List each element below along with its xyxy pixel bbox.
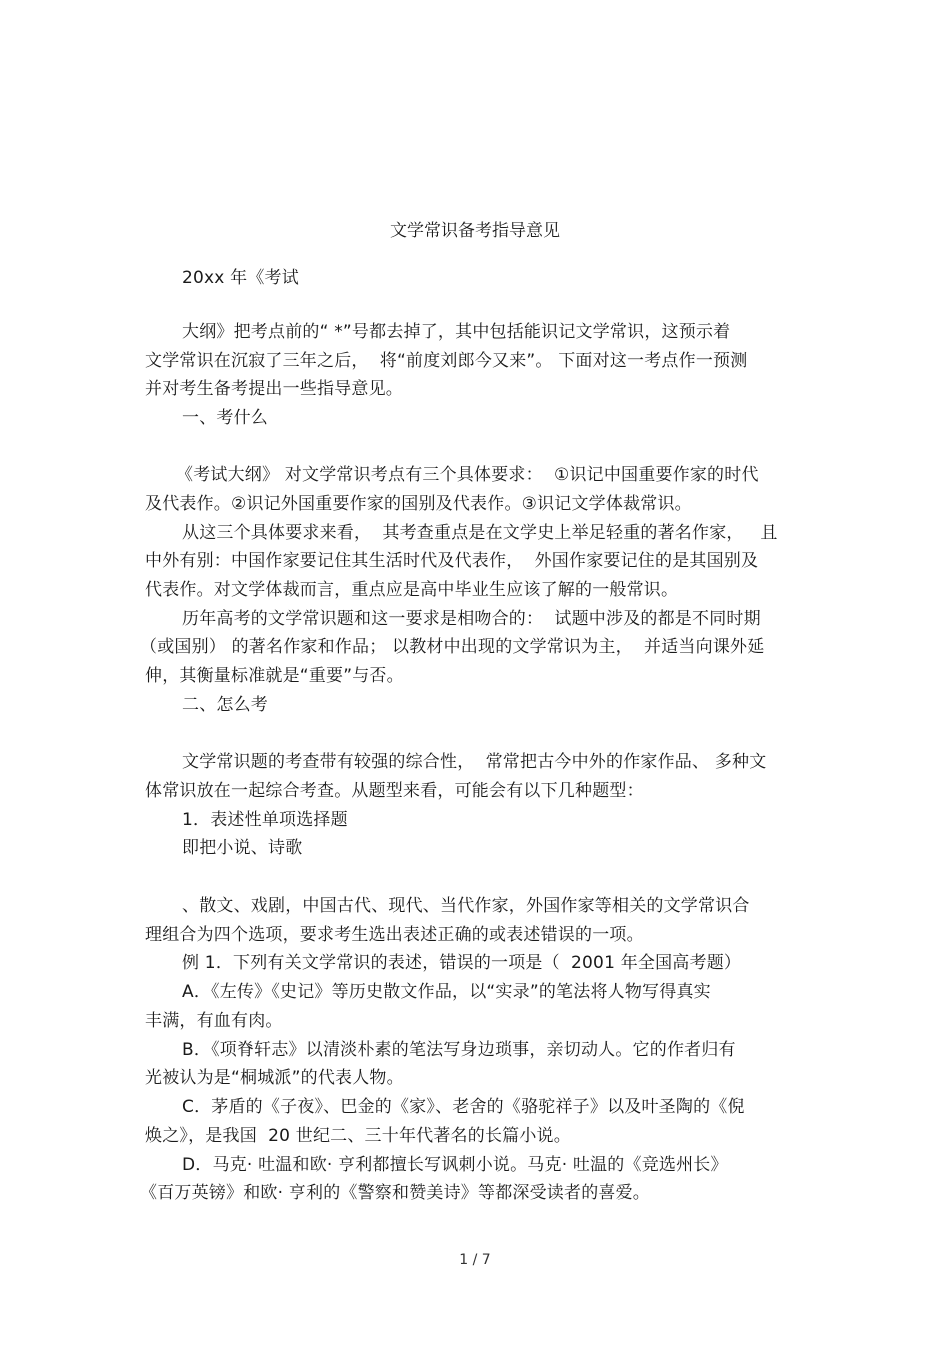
- option-b: B．《项脊轩志》以清淡朴素的笔法写身边琐事，亲切动人。它的作者归有: [182, 1040, 736, 1060]
- text-line: 光被认为是“桐城派”的代表人物。: [145, 1068, 404, 1088]
- text-line: 并对考生备考提出一些指导意见。: [145, 379, 403, 399]
- page-number: 1 / 7: [459, 1252, 491, 1268]
- section-heading: 二、怎么考: [182, 695, 268, 715]
- text-line: 即把小说、诗歌: [182, 838, 303, 858]
- text-line: 《考试大纲》 对文学常识考点有三个具体要求： ①识记中国重要作家的时代: [176, 465, 759, 485]
- text-line: 代表作。对文学体裁而言，重点应是高中毕业生应该了解的一般常识。: [145, 580, 679, 600]
- text-line: 文学常识在沉寂了三年之后， 将“前度刘郎今又来”。 下面对这一考点作一预测: [145, 351, 748, 371]
- text-line: 大纲》把考点前的“ *”号都去掉了，其中包括能识记文学常识，这预示着: [182, 322, 731, 342]
- text-line: 从这三个具体要求来看， 其考查重点是在文学史上举足轻重的著名作家， 且: [182, 523, 778, 543]
- text-line: 历年高考的文学常识题和这一要求是相吻合的： 试题中涉及的都是不同时期: [182, 609, 761, 629]
- option-a: A．《左传》《史记》等历史散文作品，以“实录”的笔法将人物写得真实: [182, 982, 711, 1002]
- text-line: 20xx 年《考试: [182, 268, 299, 288]
- text-line: （或国别） 的著名作家和作品； 以教材中出现的文学常识为主， 并适当向课外延: [140, 637, 765, 657]
- page-title: 文学常识备考指导意见: [390, 221, 560, 241]
- text-line: 焕之》，是我国 20 世纪二、三十年代著名的长篇小说。: [145, 1126, 571, 1146]
- text-line: 丰满，有血有肉。: [145, 1011, 283, 1031]
- text-line: 理组合为四个选项，要求考生选出表述正确的或表述错误的一项。: [145, 925, 644, 945]
- text-line: 体常识放在一起综合考查。从题型来看，可能会有以下几种题型：: [145, 781, 644, 801]
- text-line: 、散文、戏剧，中国古代、现代、当代作家，外国作家等相关的文学常识合: [182, 896, 750, 916]
- option-c: C．茅盾的《子夜》、巴金的《家》、老舍的《骆驼祥子》以及叶圣陶的《倪: [182, 1097, 745, 1117]
- text-line: 文学常识题的考查带有较强的综合性， 常常把古今中外的作家作品、 多种文: [182, 752, 767, 772]
- text-line: 中外有别：中国作家要记住其生活时代及代表作， 外国作家要记住的是其国别及: [145, 551, 759, 571]
- section-heading: 一、考什么: [182, 408, 268, 428]
- subheading: 1．表述性单项选择题: [182, 810, 348, 830]
- option-d: D．马克· 吐温和欧· 亨利都擅长写讽刺小说。马克· 吐温的《竞选州长》: [182, 1155, 728, 1175]
- text-line: 《百万英镑》和欧· 亨利的《警察和赞美诗》等都深受读者的喜爱。: [140, 1183, 651, 1203]
- text-line: 伸，其衡量标准就是“重要”与否。: [145, 666, 404, 686]
- text-line: 及代表作。②识记外国重要作家的国别及代表作。③识记文学体裁常识。: [145, 494, 692, 514]
- example-heading: 例 1．下列有关文学常识的表述，错误的一项是（ 2001 年全国高考题）: [182, 953, 742, 973]
